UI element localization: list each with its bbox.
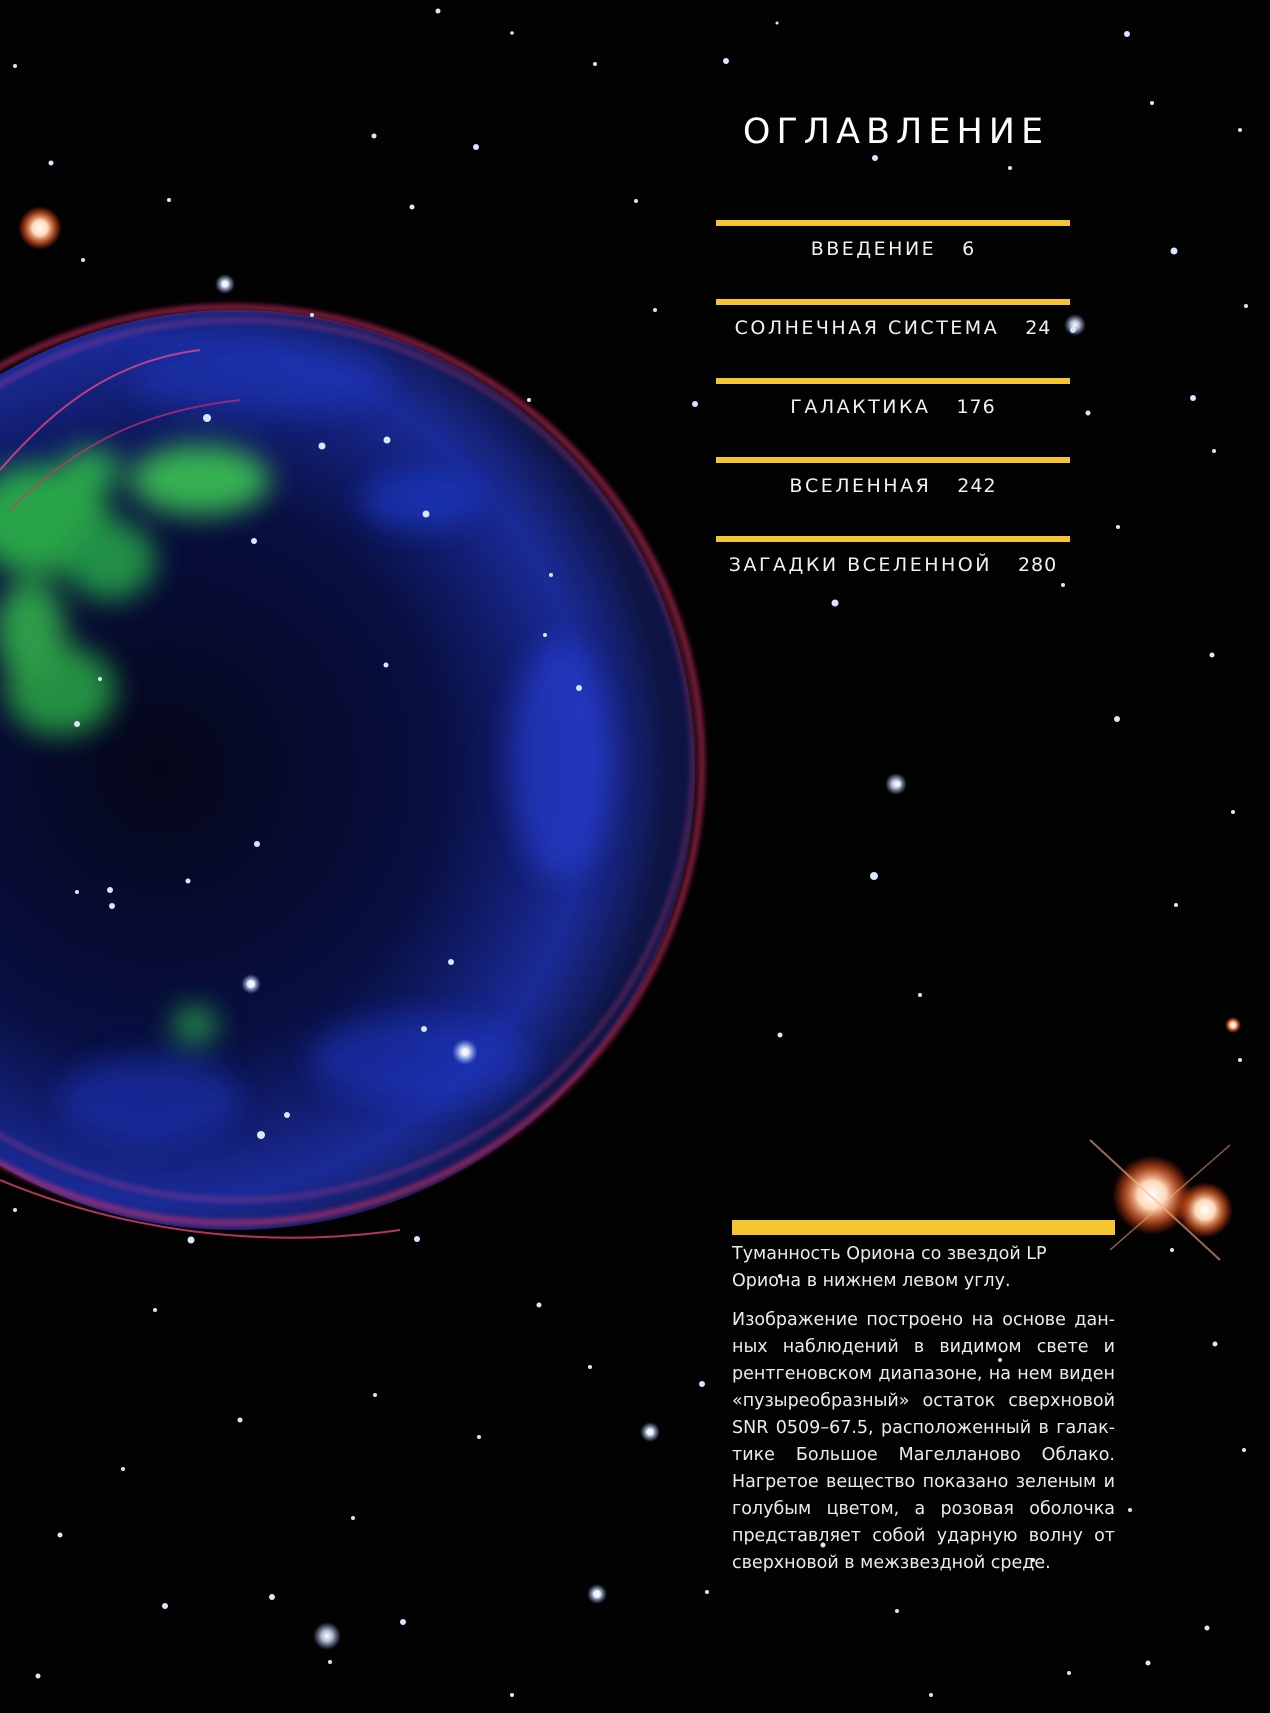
toc-chapter-title: ВСЕЛЕННАЯ <box>789 475 932 497</box>
toc-divider <box>716 536 1070 542</box>
toc-chapter-title: ЗАГАДКИ ВСЕЛЕННОЙ <box>728 554 992 576</box>
toc-chapter-title: СОЛНЕЧНАЯ СИСТЕМА <box>734 317 1000 339</box>
image-caption <box>732 1220 1115 1577</box>
toc-page-number: 242 <box>957 475 997 497</box>
toc-page-number: 6 <box>962 238 976 260</box>
toc-divider <box>716 220 1070 226</box>
toc-item-introduction[interactable] <box>716 220 1070 299</box>
toc-item-galaxy[interactable] <box>716 378 1070 457</box>
toc-page-number: 280 <box>1017 554 1058 576</box>
toc-title: ОГЛАВЛЕНИЕ <box>742 112 1050 152</box>
toc-page-number: 24 <box>1025 317 1052 339</box>
caption-body: Изображение построено на основе данных наблюдений в видимом свете и рентгеновском диапазоне, на нем виден «пузыреобразный» остаток сверхновой SNR 0509–67.5, расположенный в галактике Большое Магелланово Облако. Нагретое вещество показано зеленым и голубым цветом, а розовая оболочка представляет собой ударную волну от сверхновой в межзвездной среде. <box>732 1310 1115 1573</box>
toc-page-number: 176 <box>956 396 996 418</box>
table-of-contents <box>716 112 1070 615</box>
caption-accent-bar <box>732 1220 1115 1235</box>
toc-item-universe[interactable] <box>716 457 1070 536</box>
toc-divider <box>716 457 1070 463</box>
toc-chapter-title: ГАЛАКТИКА <box>790 396 931 418</box>
toc-divider <box>716 378 1070 384</box>
caption-lead: Туманность Ориона со звездой LP Ориона в нижнем левом углу. <box>732 1244 1047 1291</box>
toc-chapter-title: ВВЕДЕНИЕ <box>810 238 937 260</box>
toc-item-solar-system[interactable] <box>716 299 1070 378</box>
toc-divider <box>716 299 1070 305</box>
toc-list <box>716 220 1070 615</box>
toc-item-mysteries[interactable] <box>716 536 1070 615</box>
